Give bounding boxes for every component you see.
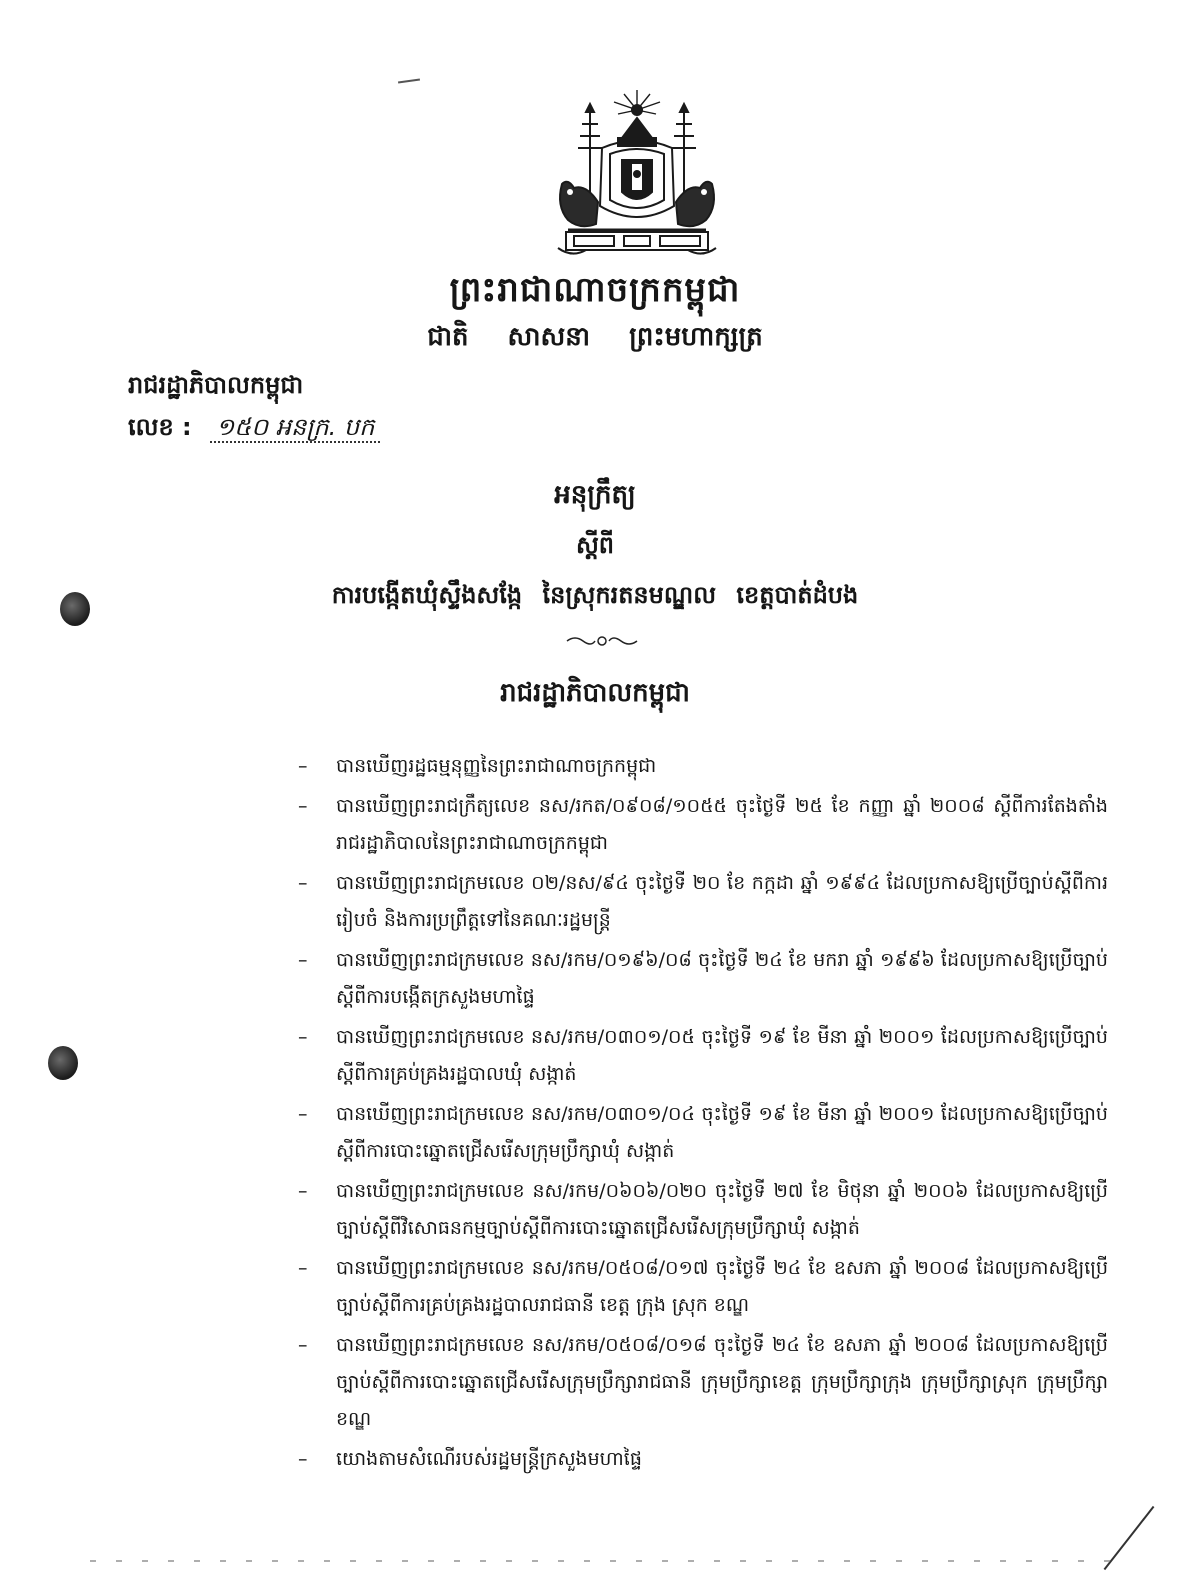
recital-text: បានឃើញព្រះរាជក្រមលេខ នស/រកម/០៦០៦/០២០ ចុះថ្ងៃទី ២៧ ខែ មិថុនា ឆ្នាំ ២០០៦ ដែលប្រកាសឱ្យប្រើច្បាប់ស្តីពីវិសោធនកម្មច្បាប់ស្តីពីការបោះឆ្នោតជ្រើសរើសក្រុមប្រឹក្សាឃុំ សង្កាត់ — [336, 1180, 1108, 1239]
reference-number — [128, 412, 380, 447]
recital-text: បានឃើញព្រះរាជក្រមលេខ នស/រកម/០៣០១/០៥ ចុះថ្ងៃទី ១៩ ខែ មីនា ឆ្នាំ ២០០១ ដែលប្រកាសឱ្យប្រើច្បាប់ស្តីពីការគ្រប់គ្រងរដ្ឋបាលឃុំ សង្កាត់ — [336, 1026, 1108, 1085]
dash-bullet: – — [298, 1257, 308, 1279]
dash-bullet: – — [298, 795, 308, 817]
recitals-list — [298, 748, 1108, 1481]
issuing-authority: រាជរដ្ឋាភិបាលកម្ពុជា — [128, 371, 304, 399]
list-item — [298, 1327, 1108, 1438]
dash-bullet: – — [298, 1180, 308, 1202]
list-item — [298, 865, 1108, 939]
recital-text: បានឃើញរដ្ឋធម្មនុញ្ញនៃព្រះរាជាណាចក្រកម្ពុជា — [336, 755, 657, 777]
dash-bullet: – — [298, 1103, 308, 1125]
recital-text: បានឃើញព្រះរាជក្រមលេខ នស/រកម/០៥០៨/០១៨ ចុះថ្ងៃទី ២៤ ខែ ឧសភា ឆ្នាំ ២០០៨ ដែលប្រកាសឱ្យប្រើច្បាប់ស្តីពីការបោះឆ្នោតជ្រើសរើសក្រុមប្រឹក្សារាជធានី ក្រុមប្រឹក្សាខេត្ត ក្រុមប្រឹក្សាក្រុង ក្រុមប្រឹក្សាស្រុក ក្រុមប្រឹក្សាខណ្ឌ — [336, 1334, 1108, 1430]
section-heading: រាជរដ្ឋាភិបាលកម្ពុជា — [500, 678, 690, 708]
scan-mark — [398, 78, 420, 83]
punch-hole — [48, 1046, 78, 1080]
document-subject: ការបង្កើតឃុំស្ទឹងសង្កែ នៃស្រុករតនមណ្ឌល ខេត្តបាត់ដំបង — [331, 581, 859, 609]
recital-text: បានឃើញព្រះរាជក្រមលេខ ០២/នស/៩៤ ចុះថ្ងៃទី ២០ ខែ កក្កដា ឆ្នាំ ១៩៩៤ ដែលប្រកាសឱ្យប្រើច្បាប់ស្តីពីការរៀបចំ និងការប្រព្រឹត្តទៅនៃគណៈរដ្ឋមន្ត្រី — [336, 872, 1108, 931]
list-item — [298, 1019, 1108, 1093]
list-item — [298, 1173, 1108, 1247]
list-item — [298, 1250, 1108, 1324]
reference-value: ១៥០ អនក្រ. បក — [210, 413, 380, 443]
dash-bullet: – — [298, 872, 308, 894]
scan-noise — [90, 1560, 1110, 1562]
list-item — [298, 788, 1108, 862]
recital-text: យោងតាមសំណើរបស់រដ្ឋមន្ត្រីក្រសួងមហាផ្ទៃ — [336, 1448, 642, 1470]
about-label: ស្តីពី — [575, 531, 615, 559]
list-item — [298, 942, 1108, 1016]
dash-bullet: – — [298, 1026, 308, 1048]
recital-text: បានឃើញព្រះរាជក្រមលេខ នស/រកម/០៣០១/០៤ ចុះថ្ងៃទី ១៩ ខែ មីនា ឆ្នាំ ២០០១ ដែលប្រកាសឱ្យប្រើច្បាប់ស្តីពីការបោះឆ្នោតជ្រើសរើសក្រុមប្រឹក្សាឃុំ សង្កាត់ — [336, 1103, 1108, 1162]
recital-text: បានឃើញព្រះរាជក្រឹត្យលេខ នស/រកត/០៩០៨/១០៥៥ ចុះថ្ងៃទី ២៥ ខែ កញ្ញា ឆ្នាំ ២០០៨ ស្តីពីការតែងតាំងរាជរដ្ឋាភិបាលនៃព្រះរាជាណាចក្រកម្ពុជា — [336, 795, 1108, 854]
royal-coat-of-arms-icon — [552, 88, 722, 260]
dash-bullet: – — [298, 1448, 308, 1470]
dash-bullet: – — [298, 1334, 308, 1356]
recital-text: បានឃើញព្រះរាជក្រមលេខ នស/រកម/០៥០៨/០១៧ ចុះថ្ងៃទី ២៤ ខែ ឧសភា ឆ្នាំ ២០០៨ ដែលប្រកាសឱ្យប្រើច្បាប់ស្តីពីការគ្រប់គ្រងរដ្ឋបាលរាជធានី ខេត្ត ក្រុង ស្រុក ខណ្ឌ — [336, 1257, 1108, 1316]
divider-ornament-icon — [565, 634, 639, 648]
kingdom-title: ព្រះរាជាណាចក្រកម្ពុជា — [449, 270, 741, 310]
document-type: អនុក្រឹត្យ — [554, 480, 636, 510]
national-motto: ជាតិ សាសនា ព្រះមហាក្សត្រ — [427, 322, 763, 352]
reference-label: លេខ : — [128, 413, 192, 441]
dash-bullet: – — [298, 949, 308, 971]
list-item — [298, 1096, 1108, 1170]
recital-text: បានឃើញព្រះរាជក្រមលេខ នស/រកម/០១៩៦/០៨ ចុះថ្ងៃទី ២៤ ខែ មករា ឆ្នាំ ១៩៩៦ ដែលប្រកាសឱ្យប្រើច្បាប់ស្តីពីការបង្កើតក្រសួងមហាផ្ទៃ — [336, 949, 1108, 1008]
scan-mark — [1104, 1506, 1155, 1570]
list-item — [298, 1441, 1108, 1478]
list-item — [298, 748, 1108, 785]
dash-bullet: – — [298, 755, 308, 777]
